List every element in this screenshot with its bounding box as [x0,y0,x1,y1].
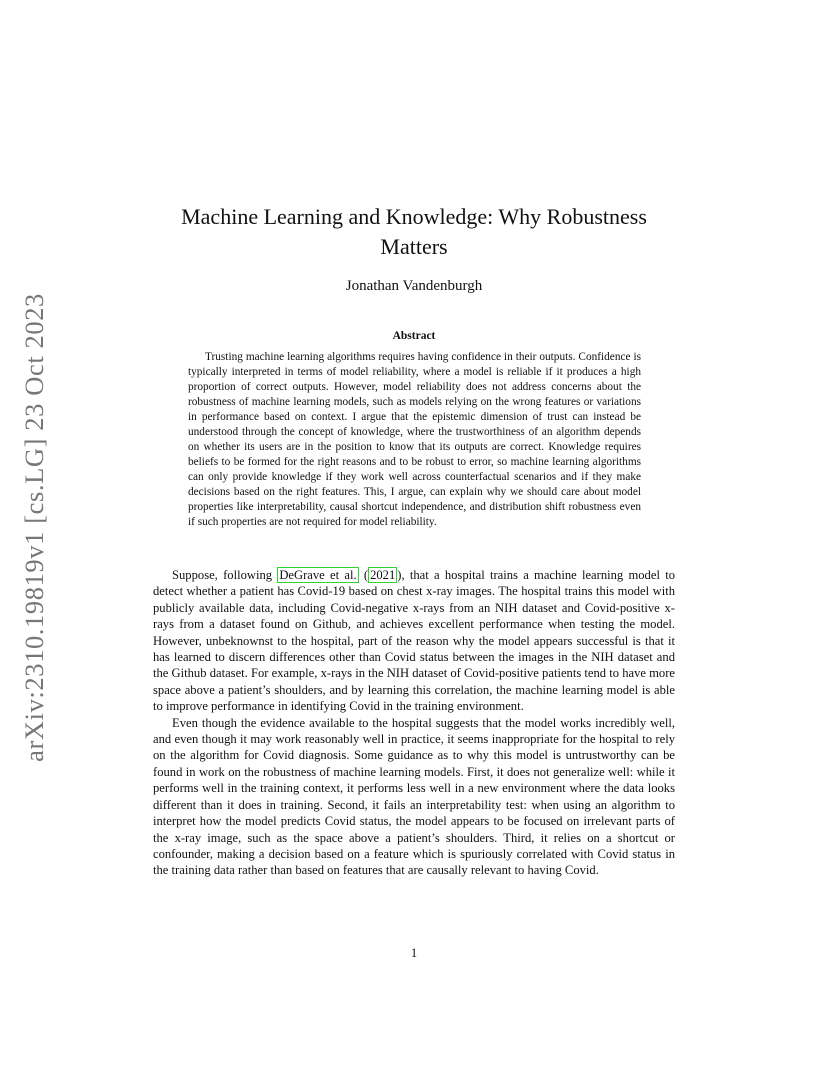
abstract-text: Trusting machine learning algorithms requires having confidence in their outputs. Confidence is typically interpreted in terms of model reliability, where a model is reliable if it produces a high proportion of correct outputs. However, model reliability does not address concerns about the robustness of machine learning models, such as models relying on the wrong features or variations in performance based on context. I argue that the epistemic dimension of trust can instead be understood through the concept of knowledge, where the trustworthiness of an algorithm depends on whether its users are in the position to know that its outputs are correct. Knowledge requires beliefs to be formed for the right reasons and to be robust to error, so machine learning algorithms can only provide knowledge if they work well across counterfactual scenarios and if they make decisions based on the right features. This, I argue, can explain why we should care about model properties like interpretability, causal shortcut independence, and distribution shift robustness even if such properties are not required for model reliability. [188,351,641,528]
paper-author: Jonathan Vandenburgh [345,278,483,294]
paragraph-1-intro: Suppose, following [172,568,278,582]
body-paragraph-1: Suppose, following DeGrave et al. ( 2021 ), that a hospital trains a machine learning model to detect whether a patient has Covid-19 based on chest x-ray images. The hospital trains this model with publicly available data, including Covid-negative x-rays from an NIH dataset and Covid-positive x-rays from a dataset found on Github, and achieves excellent performance when testing the model. However, unbeknownst to the hospital, part of the reason why the model appears successful is that it has learned to discern differences other than Covid status between the images in the NIH dataset and the Github dataset. For example, x-rays in the NIH dataset of Covid-positive patients tend to have more space above a patient’s shoulders, and by learning this correlation, the machine learning model is able to improve performance in identifying Covid in the training environment. [153,568,675,714]
body-paragraph-2: Even though the evidence available to the hospital suggests that the model works incredibly well, and even though it may work reasonably well in practice, it seems inappropriate for the hospital to rely on the algorithm for Covid diagnosis. Some guidance as to why this model is untrustworthy can be found in work on the robustness of machine learning models. First, it does not generalize well: while it performs well in the training context, it performs less well in a new environment where the data looks different than it does in training. Second, it fails an interpretability test: when using an algorithm to interpret how the model predicts Covid status, the model appears to be focused on irrelevant parts of the x-ray image, such as the space above a patient’s shoulders. Third, it relies on a shortcut or confounder, making a decision based on a feature which is spuriously correlated with Covid status in the training data rather than based on features that are causally relevant to having Covid. [153,715,675,878]
arxiv-identifier: arXiv:2310.19819v1 [cs.LG] 23 Oct 2023 [18,293,49,762]
arxiv-sidebar-stamp [14,290,54,765]
abstract-heading: Abstract [392,330,436,342]
citation-link-year[interactable]: 2021 [370,568,396,582]
paragraph-1-rest: , that a hospital trains a machine learning model to detect whether a patient has Covid-19 based on chest x-ray images. The hospital trains this model with publicly available data, including Covid-negative x-rays from an NIH dataset and Covid-positive x-rays from a dataset found on Github, and achieves excellent performance when testing the model. However, unbeknownst to the hospital, part of the reason why the model appears successful is that it has learned to discern differences other than Covid status between the images in the NIH dataset and the Github dataset. For example, x-rays in the NIH dataset of Covid-positive patients tend to have more space above a patient’s shoulders, and by learning this correlation, the machine learning model is able to improve performance in identifying Covid in the training environment. [153,568,675,714]
citation-link-author[interactable]: DeGrave et al. [279,568,357,582]
page-number: 1 [410,946,418,960]
paper-title: Machine Learning and Knowledge: Why Robustness Matters [181,204,647,259]
body-text [153,567,675,879]
